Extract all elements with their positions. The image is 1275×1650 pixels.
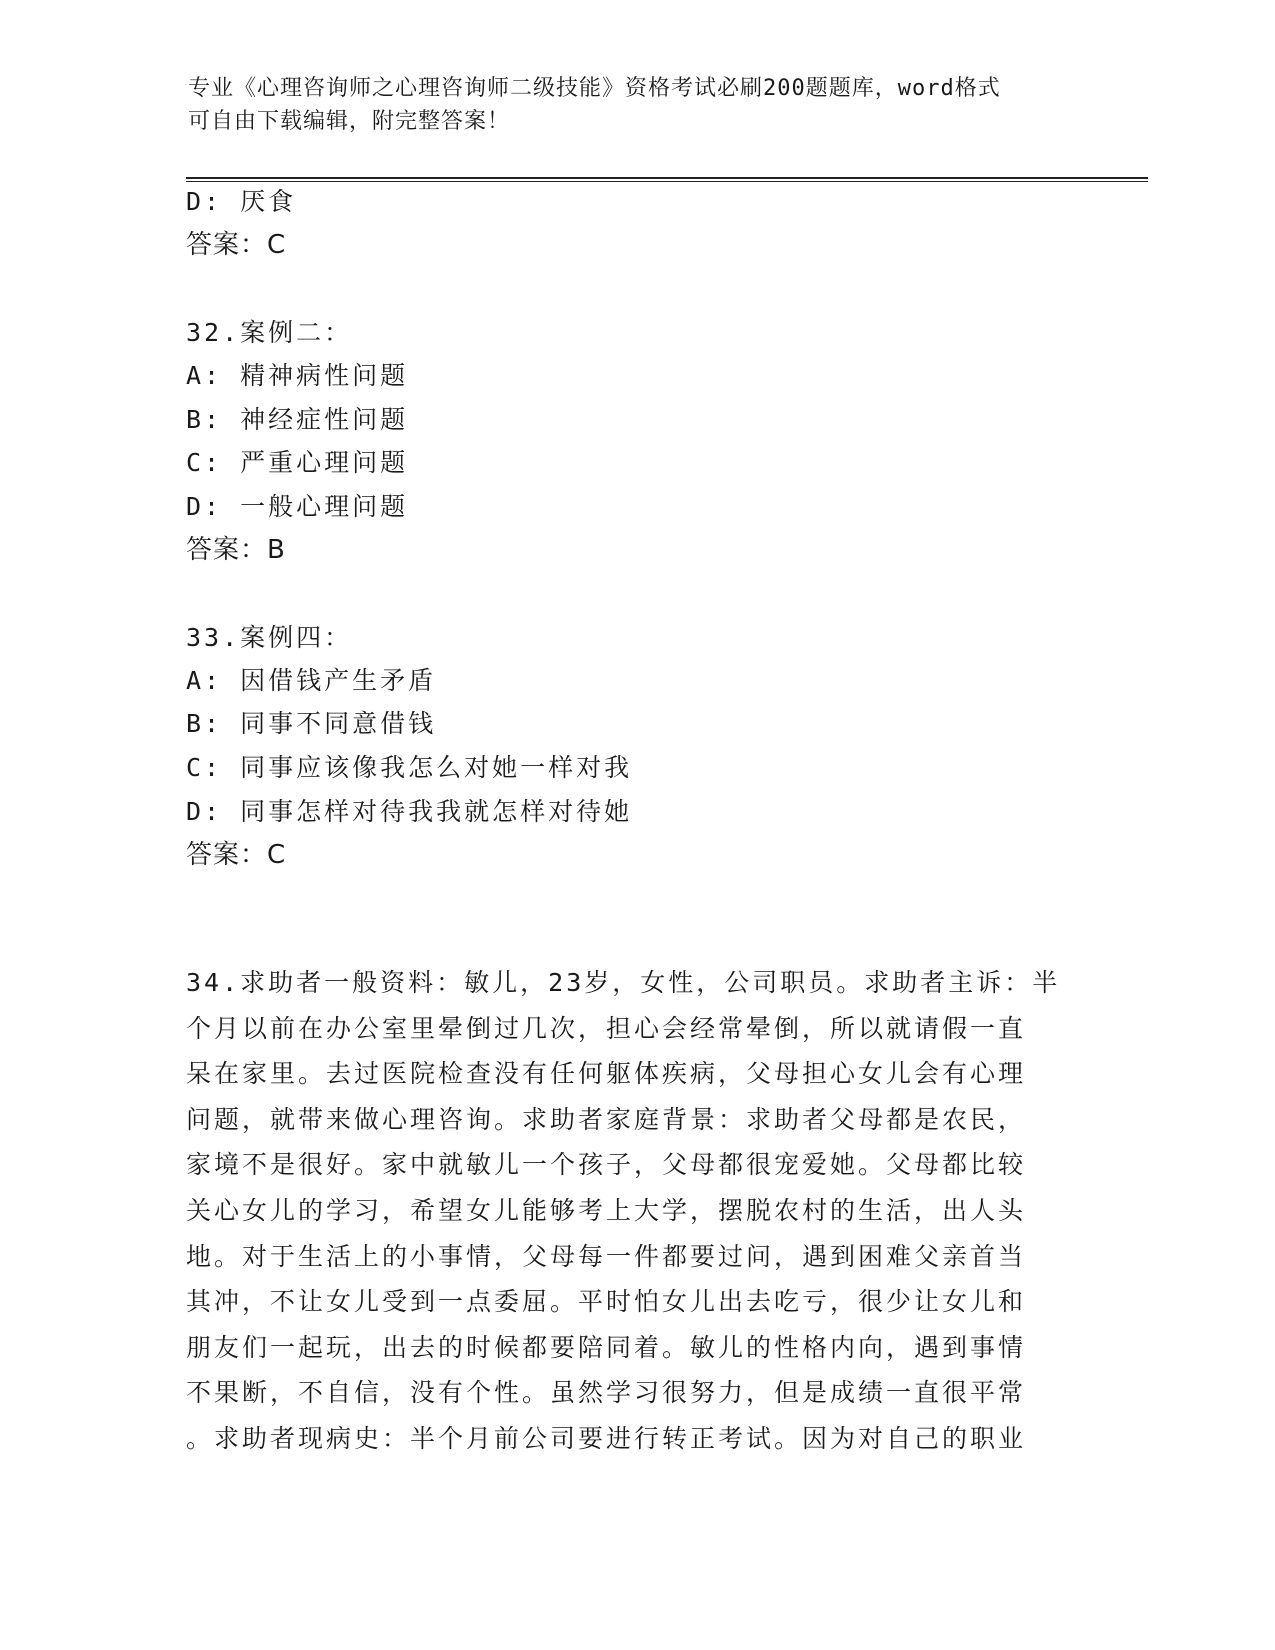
q33-option-d: D: 同事怎样对待我我就怎样对待她 (186, 797, 633, 826)
q34-line: 其冲，不让女儿受到一点委屈。平时怕女儿出去吃亏，很少让女儿和 (186, 1287, 1027, 1317)
q34-line: 问题，就带来做心理咨询。求助者家庭背景：求助者父母都是农民， (186, 1104, 1027, 1134)
q34-paragraph (186, 960, 1086, 1462)
q32-stem: 32.案例二： (186, 318, 353, 347)
header-title-line-1: 专业《心理咨询师之心理咨询师二级技能》资格考试必刷200题题库，word格式 (188, 76, 1001, 101)
q33-option-a: A: 因借钱产生矛盾 (186, 666, 437, 695)
header-divider (186, 177, 1148, 182)
q34-line: 34.求助者一般资料：敏儿，23岁，女性，公司职员。求助者主诉：半 (186, 968, 1061, 997)
q34-line: 关心女儿的学习，希望女儿能够考上大学，摆脱农村的生活，出人头 (186, 1195, 1027, 1225)
q34-line: 。求助者现病史：半个月前公司要进行转正考试。因为对自己的职业 (186, 1423, 1027, 1453)
q34-line: 地。对于生活上的小事情，父母每一件都要过问，遇到困难父亲首当 (186, 1241, 1027, 1271)
q33-answer: 答案：C (186, 840, 287, 870)
header-title-line-2: 可自由下载编辑，附完整答案！ (188, 109, 511, 134)
document-header (188, 72, 1088, 138)
q32-option-c: C: 严重心理问题 (186, 448, 409, 477)
q32-answer: 答案：B (186, 535, 286, 565)
q32-option-d: D: 一般心理问题 (186, 492, 409, 521)
q32-option-a: A: 精神病性问题 (186, 361, 409, 390)
q34-line: 朋友们一起玩，出去的时候都要陪同着。敏儿的性格内向，遇到事情 (186, 1332, 1027, 1362)
q34-line: 呆在家里。去过医院检查没有任何躯体疾病，父母担心女儿会有心理 (186, 1059, 1027, 1089)
q33-option-c: C: 同事应该像我怎么对她一样对我 (186, 753, 633, 782)
q34-line: 个月以前在办公室里晕倒过几次，担心会经常晕倒，所以就请假一直 (186, 1013, 1027, 1043)
q34-line: 家境不是很好。家中就敏儿一个孩子，父母都很宠爱她。父母都比较 (186, 1150, 1027, 1180)
q34-line: 不果断，不自信，没有个性。虽然学习很努力，但是成绩一直很平常 (186, 1378, 1027, 1408)
q33-stem: 33.案例四： (186, 623, 353, 652)
q31-answer: 答案：C (186, 230, 287, 260)
q32-option-b: B: 神经症性问题 (186, 405, 409, 434)
q31-option-d: D: 厌食 (186, 187, 297, 216)
q33-option-b: B: 同事不同意借钱 (186, 709, 437, 738)
